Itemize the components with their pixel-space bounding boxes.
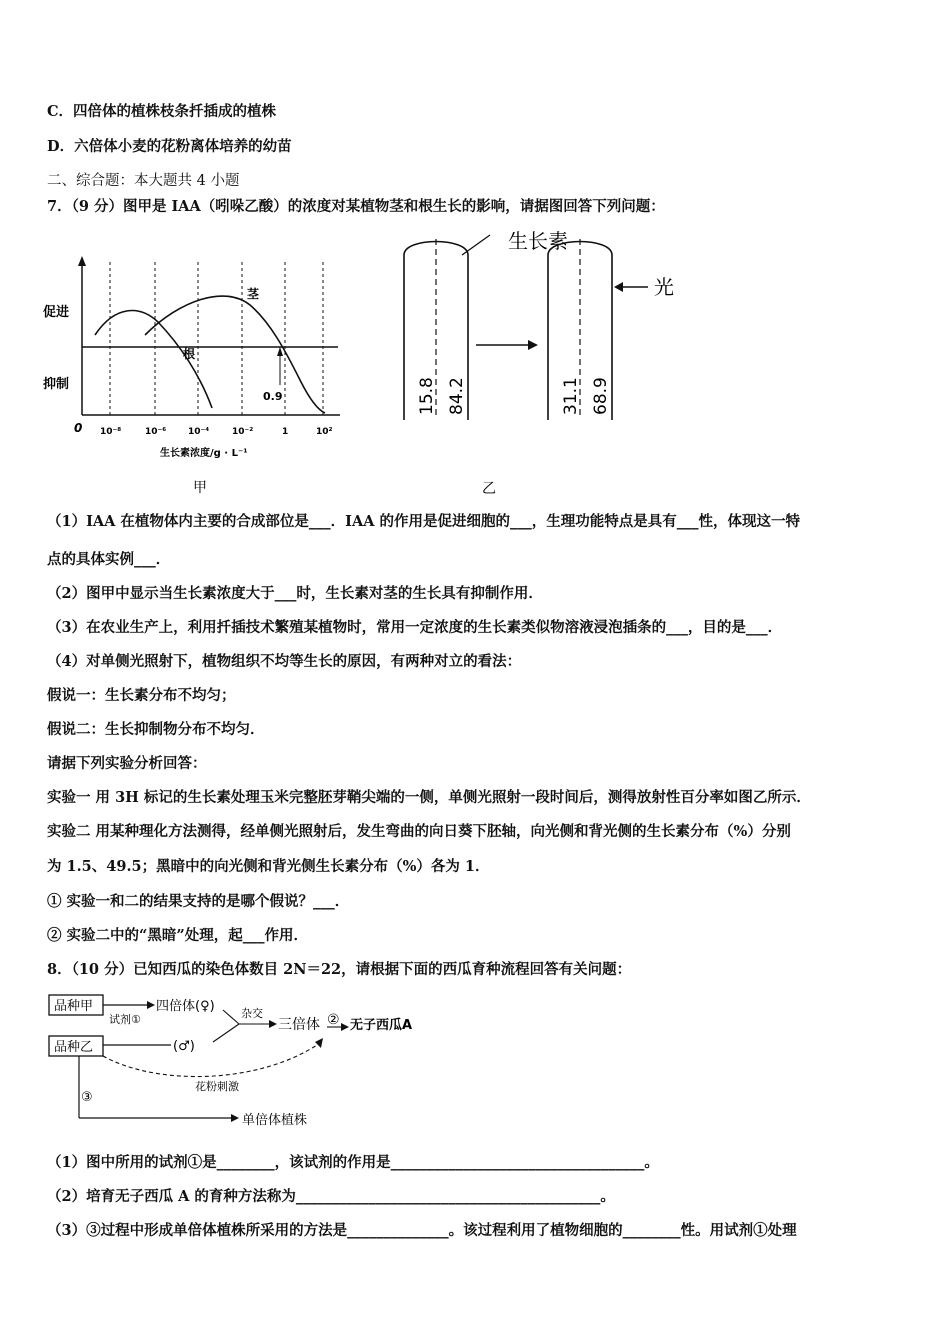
- light-arrowhead: [614, 282, 623, 292]
- experiment-2-a: 实验二 用某种理化方法测得，经单侧光照射后，发生弯曲的向日葵下胚轴，向光侧和背光侧的生长素分布（%）分别: [47, 823, 791, 840]
- right-value-a: 31.1: [561, 377, 581, 415]
- q8-part2: （2）培育无子西瓜 A 的育种方法称为__________________________________________。: [47, 1188, 615, 1205]
- section-heading: 二、综合题：本大题共 4 小题: [47, 173, 240, 189]
- figure-breeding: [45, 990, 465, 1135]
- y-axis-arrow: [78, 256, 86, 266]
- caption-jia: 甲: [193, 480, 207, 496]
- root-label: 根: [183, 347, 196, 361]
- hypothesis-2: 假说二：生长抑制物分布不均匀．: [47, 721, 265, 738]
- cross-arrowhead: [269, 1020, 277, 1028]
- figure-yi: [390, 225, 700, 500]
- variety-a: 品种甲: [54, 999, 94, 1014]
- pollen-curve: [103, 1045, 317, 1077]
- reagent-arrowhead: [147, 1001, 155, 1009]
- option-c: C．四倍体的植株枝条扦插成的植株: [47, 103, 277, 120]
- q7-part1-a: （1）IAA 在植物体内主要的合成部位是___．IAA 的作用是促进细胞的___，生理功能特点是具有___性，体现这一特: [47, 513, 800, 530]
- sub-question-1: ① 实验一和二的结果支持的是哪个假说？___．: [47, 893, 350, 910]
- haploid-label: 单倍体植株: [242, 1113, 308, 1128]
- male-label: (♂): [173, 1039, 195, 1054]
- triploid-label: 三倍体: [278, 1017, 320, 1033]
- caption-yi: 乙: [482, 481, 496, 497]
- seedless-label: 无子西瓜A: [350, 1018, 413, 1033]
- seedless-arrowhead: [341, 1023, 349, 1031]
- inhibit-label: 抑制: [43, 377, 70, 392]
- auxin-pointer: [462, 235, 490, 255]
- q8-part1: （1）图中所用的试剂①是________，该试剂的作用是___________________________________。: [47, 1154, 659, 1171]
- pollen-label: 花粉刺激: [195, 1080, 239, 1093]
- tick-label: 1: [282, 427, 289, 437]
- sub-question-2: ② 实验二中的“黑暗”处理，起___作用．: [47, 927, 308, 944]
- experiment-1: 实验一 用 3H 标记的生长素处理玉米完整胚芽鞘尖端的一侧，单侧光照射一段时间后，测得放射性百分率如图乙所示．: [47, 789, 811, 806]
- q7-part3: （3）在农业生产上，利用扦插技术繁殖某植物时，常用一定浓度的生长素类似物溶液浸泡插条的___，目的是___．: [47, 619, 783, 636]
- q7-part4: （4）对单侧光照射下，植物组织不均等生长的原因，有两种对立的看法：: [47, 653, 522, 670]
- cross-label: 杂交: [241, 1007, 263, 1020]
- tick-label: 10⁻⁸: [100, 427, 122, 437]
- option-d: D．六倍体小麦的花粉离体培养的幼苗: [47, 138, 292, 155]
- cross-line-top: [223, 1010, 239, 1024]
- tetraploid-label: 四倍体(♀): [156, 999, 215, 1014]
- promote-label: 促进: [43, 305, 70, 320]
- variety-b: 品种乙: [54, 1040, 94, 1055]
- right-value-b: 68.9: [591, 377, 611, 415]
- q8-part3: （3）③过程中形成单倍体植株所采用的方法是______________。该过程利用了植物细胞的________性。用试剂①处理: [47, 1222, 797, 1239]
- figure-jia: [40, 250, 360, 500]
- experiment-2-b: 为 1.5、49.5；黑暗中的向光侧和背光侧生长素分布（%）各为 1．: [47, 858, 490, 875]
- question-8: 8．（10 分）已知西瓜的染色体数目 2N＝22，请根据下面的西瓜育种流程回答有关问题：: [47, 961, 632, 978]
- left-value-b: 84.2: [447, 377, 467, 415]
- haploid-arrowhead: [231, 1114, 239, 1122]
- left-value-a: 15.8: [417, 377, 437, 415]
- q7-part2: （2）图甲中显示当生长素浓度大于___时，生长素对茎的生长具有抑制作用．: [47, 585, 543, 602]
- light-label: 光: [654, 275, 674, 299]
- origin-label: 0: [74, 421, 83, 435]
- tick-label: 10⁻²: [232, 427, 254, 437]
- stem-label: 茎: [247, 287, 260, 301]
- transition-arrowhead: [528, 340, 538, 350]
- step-3-label: ③: [81, 1090, 93, 1105]
- analysis-prompt: 请据下列实验分析回答：: [47, 755, 207, 772]
- pollen-arrowhead: [315, 1038, 323, 1048]
- x-axis-label: 生长素浓度/g · L⁻¹: [160, 448, 248, 459]
- tick-label: 10⁻⁶: [145, 427, 167, 437]
- question-7: 7．（9 分）图甲是 IAA（吲哚乙酸）的浓度对某植物茎和根生长的影响，请据图回答下列问题：: [47, 198, 665, 215]
- auxin-label: 生长素: [508, 229, 568, 253]
- q7-part1-b: 点的具体实例___．: [47, 551, 171, 568]
- stem-curve: [145, 296, 325, 413]
- reagent-label: 试剂①: [109, 1013, 141, 1026]
- hypothesis-1: 假说一：生长素分布不均匀；: [47, 687, 236, 704]
- step-2-label: ②: [327, 1012, 340, 1028]
- tick-label: 10⁻⁴: [188, 427, 210, 437]
- tick-label: 10²: [316, 427, 333, 437]
- cross-line-bottom: [213, 1024, 239, 1042]
- marker-label: 0.9: [263, 390, 283, 403]
- marker-arrow: [277, 347, 283, 356]
